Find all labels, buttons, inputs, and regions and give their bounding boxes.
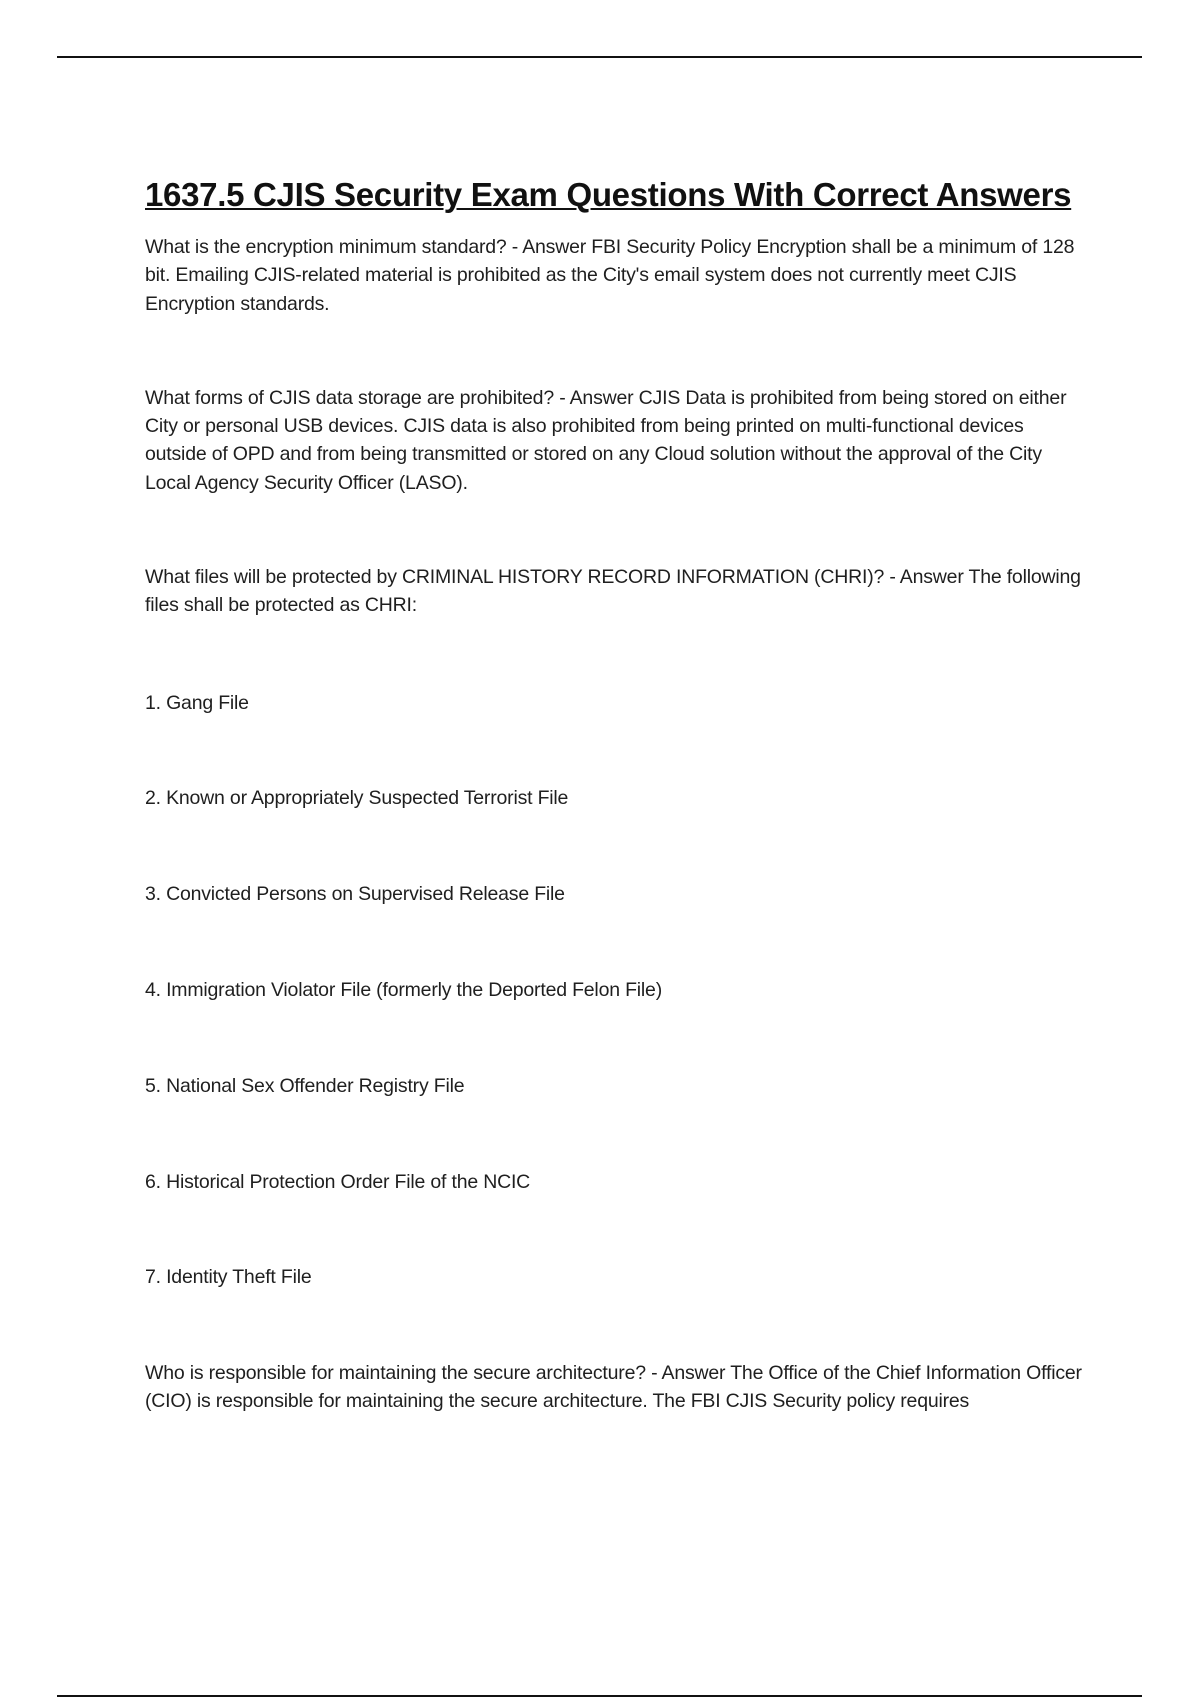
qa-data-storage: What forms of CJIS data storage are prohibited? - Answer CJIS Data is prohibited from being stored on either City or personal USB devices. CJIS data is also prohibited from being printed on multi-functional devices outside of OPD and from being transmitted or stored on any Cloud solution without the approval of the City Local Agency Security Officer (LASO).: [145, 386, 1067, 494]
header-rule: [57, 56, 1142, 58]
document-body: [145, 176, 1090, 1415]
list-item: 7. Identity Theft File: [145, 1266, 312, 1289]
list-item: 1. Gang File: [145, 691, 249, 714]
qa-encryption: What is the encryption minimum standard? - Answer FBI Security Policy Encryption shall be a minimum of 128 bit. Emailing CJIS-related material is prohibited as the City's email system does not currently meet CJIS Encryption standards.: [145, 236, 1075, 315]
list-item: 6. Historical Protection Order File of the NCIC: [145, 1171, 531, 1194]
document-title: 1637.5 CJIS Security Exam Questions With Correct Answers: [145, 176, 1072, 213]
list-item: 2. Known or Appropriately Suspected Terrorist File: [145, 786, 569, 809]
qa-secure-architecture: Who is responsible for maintaining the secure architecture? - Answer The Office of the Chief Information Officer (CIO) is responsible for maintaining the secure architecture. The FBI CJIS Security policy requires: [145, 1361, 1082, 1413]
list-item: 5. National Sex Offender Registry File: [145, 1074, 465, 1097]
qa-chri-files: What files will be protected by CRIMINAL HISTORY RECORD INFORMATION (CHRI)? - Answer The following files shall be protected as CHRI:: [145, 566, 1081, 617]
footer-rule: [57, 1695, 1142, 1697]
list-item: 4. Immigration Violator File (formerly the Deported Felon File): [145, 978, 662, 1001]
list-item: 3. Convicted Persons on Supervised Release File: [145, 883, 565, 906]
